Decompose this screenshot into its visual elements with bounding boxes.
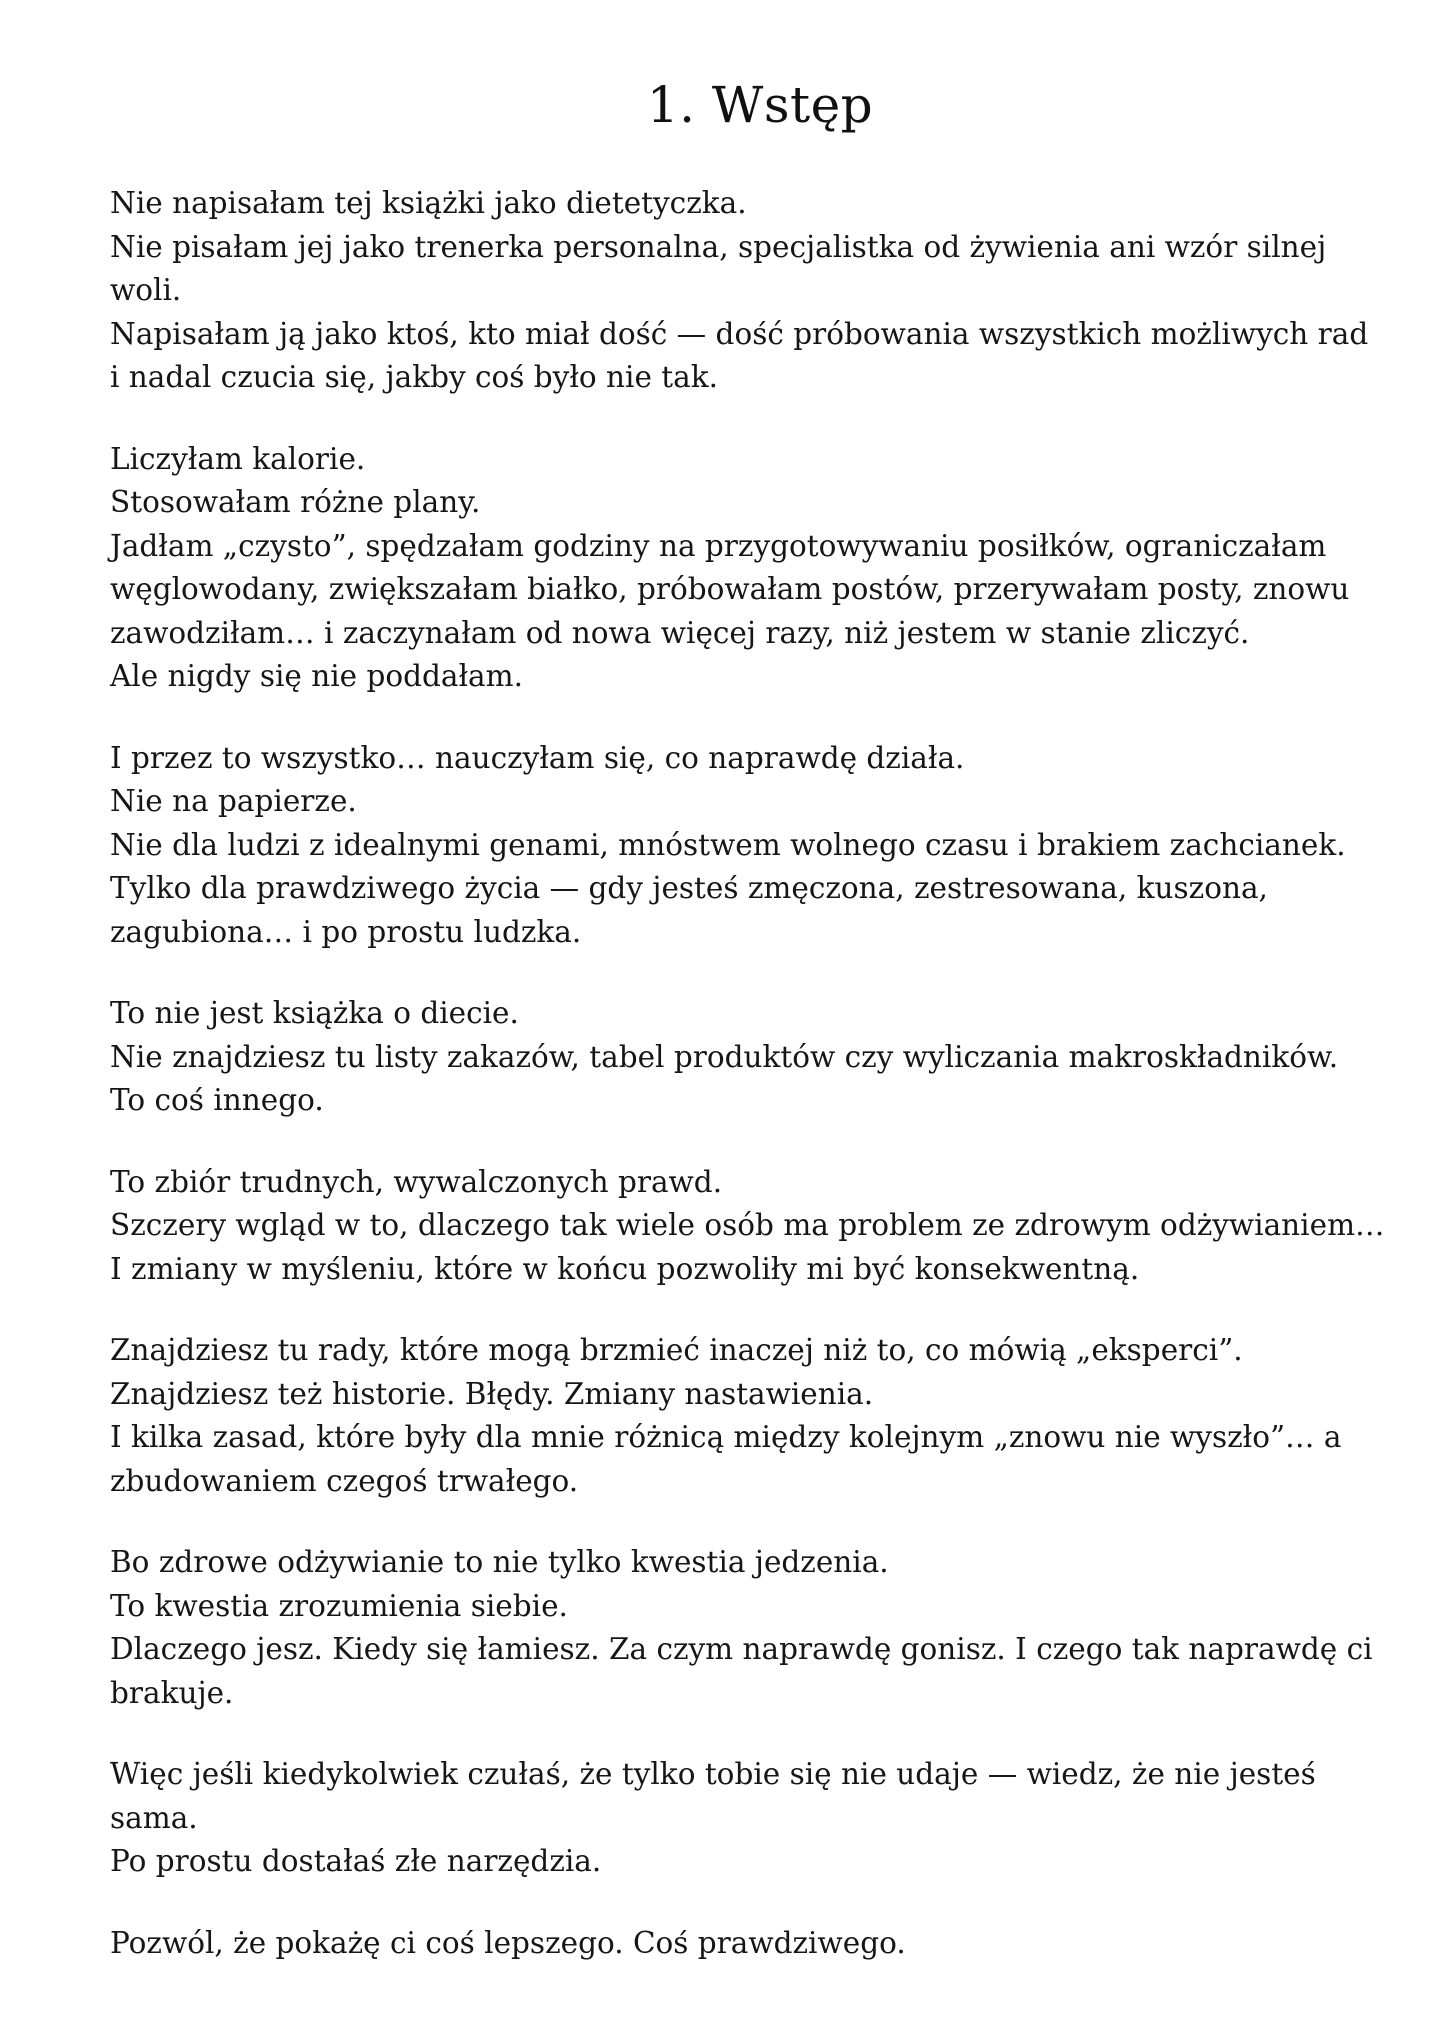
text-line: Nie pisałam jej jako trenerka personalna, specjalistka od żywienia ani wzór silnej (110, 229, 1327, 264)
paragraph (110, 1922, 1350, 1966)
paragraph (110, 438, 1350, 699)
text-line: brakuje. (110, 1675, 234, 1710)
text-line: Liczyłam kalorie. (110, 441, 366, 476)
text-line: Nie dla ludzi z idealnymi genami, mnóstwem wolnego czasu i brakiem zachcianek. (110, 827, 1346, 862)
paragraph (110, 182, 1369, 400)
text-line: Po prostu dostałaś złe narzędzia. (110, 1844, 602, 1878)
text-line: i nadal czucia się, jakby coś było nie tak. (110, 360, 719, 394)
text-line: woli. (110, 273, 182, 307)
text-line: To nie jest książka o diecie. (110, 996, 519, 1030)
text-line: Nie znajdziesz tu listy zakazów, tabel produktów czy wyliczania makroskładników. (110, 1039, 1339, 1074)
text-line: Napisałam ją jako ktoś, kto miał dość — dość próbowania wszystkich możliwych rad (110, 316, 1369, 351)
text-line: Szczery wgląd w to, dlaczego tak wiele osób ma problem ze zdrowym odżywianiem… (110, 1208, 1385, 1242)
text-line: Ale nigdy się nie poddałam. (110, 659, 523, 693)
text-line: zbudowaniem czegoś trwałego. (110, 1463, 579, 1498)
text-line: Więc jeśli kiedykolwiek czułaś, że tylko tobie się nie udaje — wiedz, że nie jesteś (110, 1757, 1316, 1791)
text-line: Nie napisałam tej książki jako dietetyczka. (110, 186, 747, 220)
text-line: Znajdziesz też historie. Błędy. Zmiany nastawienia. (110, 1376, 874, 1411)
text-line: I przez to wszystko… nauczyłam się, co naprawdę działa. (110, 740, 965, 775)
text-line: Bo zdrowe odżywianie to nie tylko kwestia jedzenia. (110, 1545, 889, 1579)
chapter-body (110, 182, 1385, 2003)
text-line: Znajdziesz tu rady, które mogą brzmieć inaczej niż to, co mówią „eksperci”. (110, 1333, 1243, 1367)
text-line: węglowodany, zwiększałam białko, próbowałam postów, przerywałam posty, znowu (110, 572, 1350, 606)
paragraph (110, 1161, 1385, 1292)
paragraph (110, 737, 1350, 955)
text-line: Dlaczego jesz. Kiedy się łamiesz. Za czym naprawdę gonisz. I czego tak naprawdę ci (110, 1632, 1373, 1666)
paragraph (110, 1541, 1373, 1715)
text-line: sama. (110, 1800, 198, 1835)
chapter-title: 1. Wstęp (646, 76, 874, 134)
text-line: To kwestia zrozumienia siebie. (110, 1588, 568, 1623)
text-line: To zbiór trudnych, wywalczonych prawd. (110, 1164, 723, 1199)
text-line: zagubiona… i po prostu ludzka. (110, 914, 582, 949)
text-line: Tylko dla prawdziwego życia — gdy jesteś zmęczona, zestresowana, kuszona, (110, 871, 1268, 905)
text-line: Pozwól, że pokażę ci coś lepszego. Coś prawdziwego. (110, 1925, 906, 1960)
text-line: I kilka zasad, które były dla mnie różnicą między kolejnym „znowu nie wyszło”… a (110, 1420, 1342, 1454)
text-line: Stosowałam różne plany. (110, 485, 481, 519)
text-line: To coś innego. (110, 1083, 324, 1117)
paragraph (110, 1753, 1350, 1884)
paragraph (110, 992, 1350, 1123)
text-line: I zmiany w myśleniu, które w końcu pozwoliły mi być konsekwentną. (110, 1251, 1140, 1286)
text-line: zawodziłam… i zaczynałam od nowa więcej razy, niż jestem w stanie zliczyć. (110, 615, 1250, 650)
text-line: Jadłam „czysto”, spędzałam godziny na przygotowywaniu posiłków, ograniczałam (110, 528, 1327, 563)
text-line: Nie na papierze. (110, 784, 357, 818)
paragraph (110, 1329, 1350, 1503)
